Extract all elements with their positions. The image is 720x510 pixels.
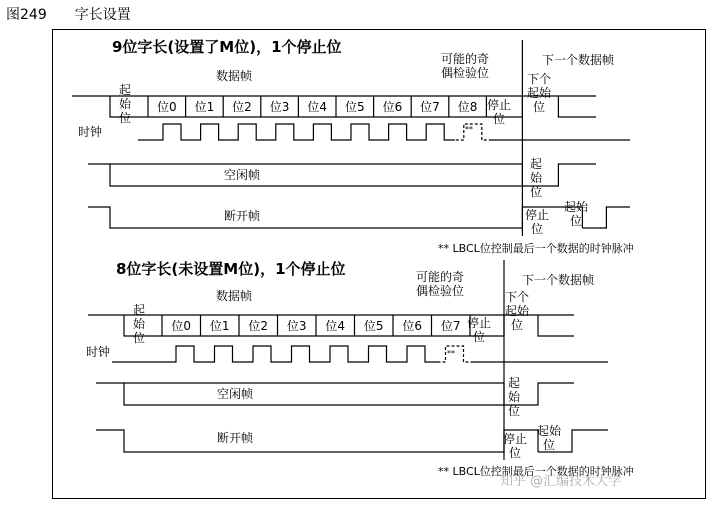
eight-bit-break-start: 起始位 [537, 424, 562, 452]
nine-bit-bit-6: 位6 [382, 100, 403, 114]
nine-bit-bit-4: 位4 [307, 100, 327, 114]
eight-bit-idle-start: 起始位 [507, 376, 520, 418]
eight-bit-next-frame-label: 下一个数据帧 [522, 273, 595, 287]
eight-bit-bit-6: 位6 [402, 319, 423, 333]
nine-bit-break-tail [582, 207, 630, 228]
eight-bit-last-clock-pulse [438, 346, 474, 362]
nine-bit-idle-frame: 空闲帧 [224, 168, 261, 182]
nine-bit-bit-1: 位1 [194, 100, 215, 114]
nine-bit-clock-marker: ** [465, 125, 473, 134]
nine-bit-next-frame-label: 下一个数据帧 [542, 53, 615, 67]
nine-bit-break-start: 起始位 [564, 200, 589, 228]
eight-bit-data-frame-label: 数据帧 [216, 289, 253, 303]
nine-bit-bit-0: 位0 [156, 100, 177, 114]
nine-bit-break-stop: 停止位 [525, 208, 550, 236]
eight-bit-clock-marker: ** [447, 349, 455, 358]
nine-bit-start-bit: 起始位 [118, 83, 131, 125]
eight-bit-bit-7: 位7 [440, 319, 461, 333]
nine-bit-data-frame-label: 数据帧 [216, 69, 253, 83]
eight-bit-break-stop: 停止位 [503, 432, 528, 460]
eight-bit-start-bit: 起始位 [132, 303, 145, 345]
eight-bit-break-frame: 断开帧 [217, 431, 254, 445]
eight-bit-clock-waveform [112, 346, 438, 362]
nine-bit-idle-line [88, 164, 522, 186]
nine-bit-clock-label: 时钟 [78, 125, 103, 139]
nine-bit-last-clock-pulse [456, 124, 492, 140]
eight-bit-bit-2: 位2 [248, 319, 269, 333]
eight-bit-bit-0: 位0 [171, 319, 192, 333]
nine-bit-break-line [88, 207, 582, 228]
nine-bit-bit-3: 位3 [269, 100, 290, 114]
nine-bit-bit-8: 位8 [457, 100, 478, 114]
nine-bit-parity-label: 可能的奇偶检验位 [440, 52, 489, 80]
nine-bit-waveforms [72, 40, 630, 236]
eight-bit-bit-3: 位3 [286, 319, 307, 333]
eight-bit-clock-label: 时钟 [86, 345, 111, 359]
eight-bit-parity-label: 可能的奇偶检验位 [415, 270, 464, 298]
eight-bit-idle-frame: 空闲帧 [217, 387, 254, 401]
eight-bit-break-line [96, 430, 538, 452]
nine-bit-heading: 9位字长(设置了M位)，1个停止位 [112, 38, 342, 56]
figure-number: 图249 [6, 7, 47, 23]
nine-bit-footnote: ** LBCL位控制最后一个数据的时钟脉冲 [438, 242, 634, 255]
eight-bit-bit-5: 位5 [363, 319, 384, 333]
nine-bit-next-start: 下个起始位 [526, 72, 551, 114]
nine-bit-bit-5: 位5 [344, 100, 365, 114]
watermark: 知乎 @汇编技术大学 [500, 474, 622, 489]
eight-bit-bit-4: 位4 [325, 319, 346, 333]
nine-bit-clock-waveform [138, 124, 455, 140]
eight-bit-idle-line [96, 383, 504, 405]
nine-bit-bit-2: 位2 [232, 100, 252, 114]
nine-bit-stop-bit: 停止位 [487, 98, 512, 126]
eight-bit-stop-bit: 停止位 [467, 316, 492, 344]
eight-bit-footnote: ** LBCL位控制最后一个数据的时钟脉冲 [438, 465, 634, 478]
eight-bit-heading: 8位字长(未设置M位)，1个停止位 [116, 260, 346, 278]
nine-bit-idle-start: 起始位 [529, 157, 542, 199]
eight-bit-bit-1: 位1 [209, 319, 230, 333]
nine-bit-break-frame: 断开帧 [224, 209, 261, 223]
eight-bit-next-start: 下个起始位 [504, 290, 529, 332]
nine-bit-bit-7: 位7 [420, 100, 440, 114]
figure-caption: 字长设置 [74, 7, 131, 23]
